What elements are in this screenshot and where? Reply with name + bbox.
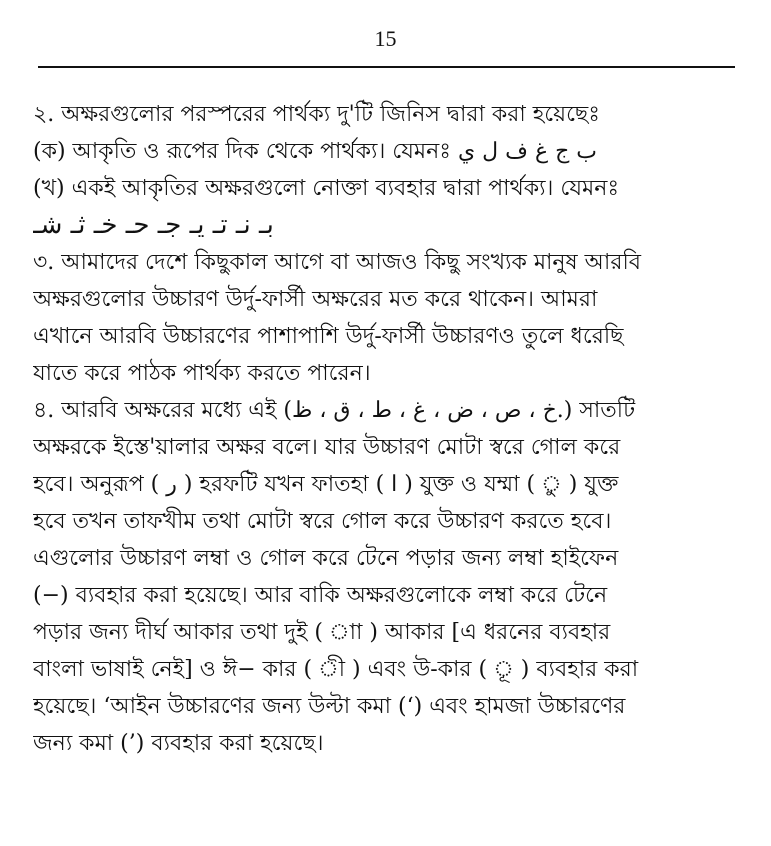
page-body bbox=[33, 96, 738, 762]
line-text: জন্য কমা (’) ব্যবহার করা হয়েছে। bbox=[33, 731, 324, 756]
page-number: 15 bbox=[374, 26, 397, 51]
text-line bbox=[33, 577, 738, 614]
line-text: অক্ষরকে ইস্তে'য়ালার অক্ষর বলে। যার উচ্চারণ মোটা স্বরে গোল করে bbox=[33, 435, 621, 460]
text-line bbox=[33, 725, 738, 762]
line-text: (−) ব্যবহার করা হয়েছে। আর বাকি অক্ষরগুলোকে লম্বা করে টেনে bbox=[33, 583, 608, 608]
text-line bbox=[33, 466, 738, 503]
line-text: এখানে আরবি উচ্চারণের পাশাপাশি উর্দু-ফার্সী উচ্চারণও তুলে ধরেছি bbox=[33, 324, 624, 349]
text-line bbox=[33, 503, 738, 540]
text-line bbox=[33, 614, 738, 651]
line-text: ৩. আমাদের দেশে কিছুকাল আগে বা আজও কিছু সংখ্যক মানুষ আরবি bbox=[33, 250, 641, 275]
line-text: বাংলা ভাষাই নেই] ও ঈ− কার ( ী ) এবং উ-কার ( ূ ) ব্যবহার করা bbox=[33, 657, 639, 682]
text-line bbox=[33, 355, 738, 392]
text-line bbox=[33, 133, 738, 170]
line-text: হবে তখন তাফখীম তথা মোটা স্বরে গোল করে উচ্চারণ করতে হবে। bbox=[33, 509, 612, 534]
line-text: হবে। অনুরূপ ( ر ) হরফটি যখন ফাতহা ( ا ) যুক্ত ও যম্মা ( ু ) যুক্ত bbox=[33, 472, 619, 497]
line-text: এগুলোর উচ্চারণ লম্বা ও গোল করে টেনে পড়ার জন্য লম্বা হাইফেন bbox=[33, 546, 619, 571]
text-line bbox=[33, 318, 738, 355]
header-divider bbox=[38, 66, 735, 68]
text-line bbox=[33, 281, 738, 318]
line-text: পড়ার জন্য দীর্ঘ আকার তথা দুই ( াা ) আকার [এ ধরনের ব্যবহার bbox=[33, 620, 611, 645]
line-text: হয়েছে। ‘আইন উচ্চারণের জন্য উল্টা কমা (‘) এবং হামজা উচ্চারণের bbox=[33, 694, 626, 719]
line-text: (ক) আকৃতি ও রূপের দিক থেকে পার্থক্য। যেমনঃ ب ج غ ف ل ي bbox=[33, 139, 597, 164]
text-line bbox=[33, 170, 738, 207]
line-text: ২. অক্ষরগুলোর পরস্পরের পার্থক্য দু'টি জিনিস দ্বারা করা হয়েছেঃ bbox=[33, 102, 600, 127]
text-line bbox=[33, 429, 738, 466]
text-line bbox=[33, 244, 738, 281]
text-line bbox=[33, 688, 738, 725]
line-text: অক্ষরগুলোর উচ্চারণ উর্দু-ফার্সী অক্ষরের মত করে থাকেন। আমরা bbox=[33, 287, 598, 312]
text-line bbox=[33, 540, 738, 577]
line-text: بـ نـ تـ يـ جـ حـ خـ ثـ شـ bbox=[33, 210, 274, 240]
line-text: (খ) একই আকৃতির অক্ষরগুলো নোক্তা ব্যবহার দ্বারা পার্থক্য। যেমনঃ bbox=[33, 176, 620, 201]
line-text: যাতে করে পাঠক পার্থক্য করতে পারেন। bbox=[33, 361, 371, 386]
text-line bbox=[33, 651, 738, 688]
line-text: ৪. আরবি অক্ষরের মধ্যে এই (خ ، ص ، ض ، غ ، ط ، ق ، ظ.) সাতটি bbox=[33, 398, 636, 423]
text-line bbox=[33, 96, 738, 133]
text-line bbox=[33, 392, 738, 429]
arabic-example-row bbox=[33, 207, 738, 244]
